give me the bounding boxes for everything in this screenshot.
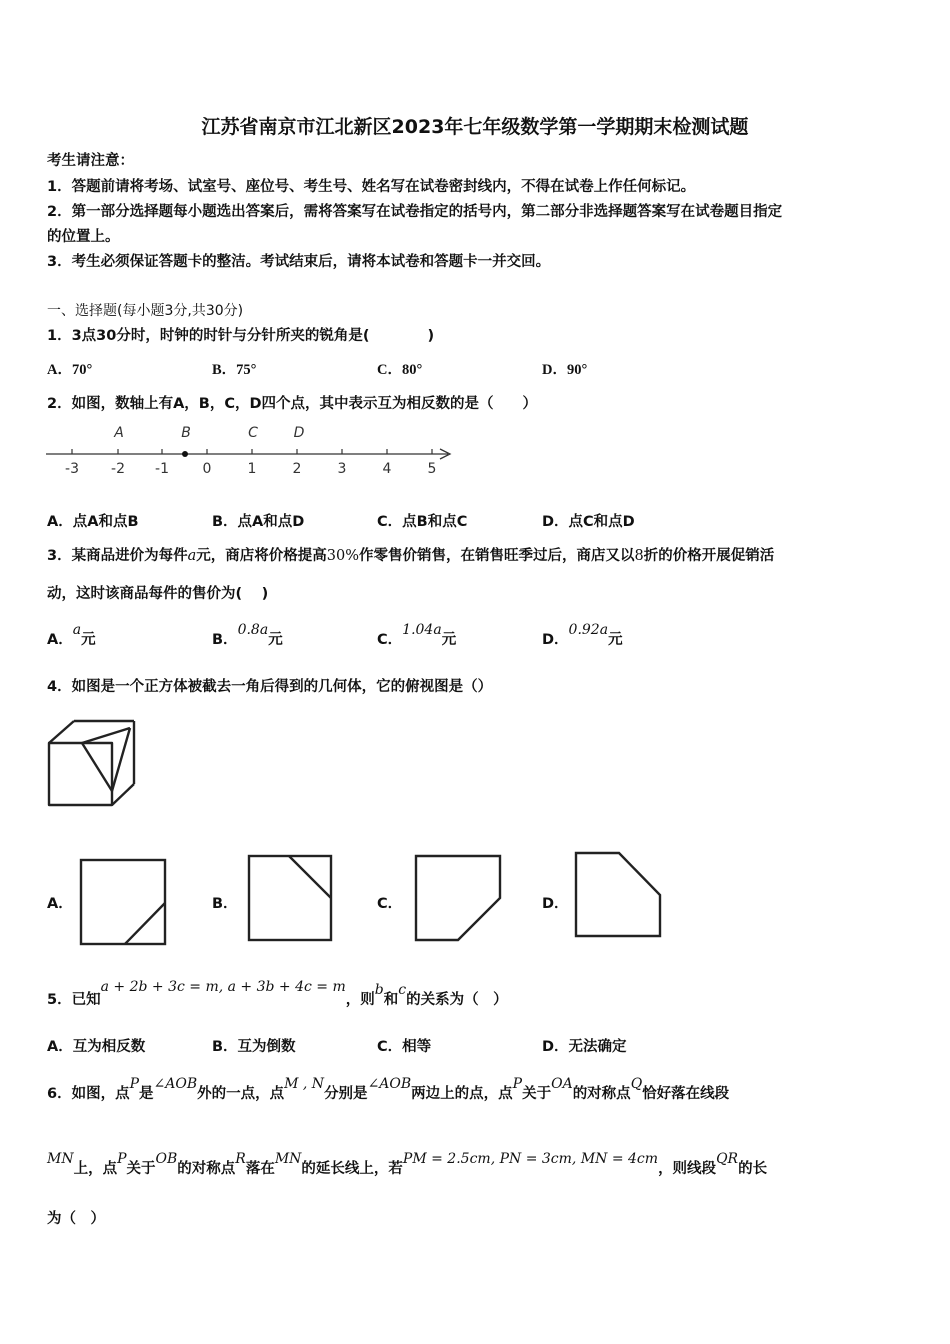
q1-option-a[interactable]: A．70° <box>47 362 93 378</box>
tick-label: 4 <box>382 461 392 477</box>
q1-option-d[interactable]: D．90° <box>542 362 588 378</box>
q2-option-d[interactable]: D．点C和点D <box>542 514 635 530</box>
q4-stem: 4．如图是一个正方体被截去一角后得到的几何体，它的俯视图是（） <box>47 679 493 695</box>
notice-item: 2．第一部分选择题每小题选出答案后，需将答案写在试卷指定的括号内，第二部分非选择题答案写在试卷题目指定 <box>47 204 783 220</box>
option-expr: 0.92a <box>568 622 609 638</box>
q5-stem: 5．已知a + 2b + 3c = m, a + 3b + 4c = m，则b和c的关系为（ ） <box>47 979 508 1008</box>
q4-option-d[interactable]: D． <box>542 896 569 912</box>
point-label-a: A <box>114 425 124 441</box>
point-p: P <box>512 1076 523 1092</box>
given-equations: a + 2b + 3c = m, a + 3b + 4c = m <box>100 979 346 995</box>
angle-aob: ∠AOB <box>367 1076 412 1092</box>
segment-mn: MN <box>47 1151 74 1167</box>
q6-stem-line3: 为（ ） <box>47 1211 105 1227</box>
truncated-cube-figure <box>44 716 140 811</box>
tick-label: 5 <box>427 461 437 477</box>
q3-stem-line2: 动，这时该商品每件的售价为( ) <box>47 586 269 602</box>
tick-label: -2 <box>111 461 125 477</box>
tick-label: 0 <box>202 461 212 477</box>
q3-option-b[interactable]: B．0.8a元 <box>212 622 283 648</box>
page-title: 江苏省南京市江北新区2023年七年级数学第一学期期末检测试题 <box>201 116 749 138</box>
notice-item: 1．答题前请将考场、试室号、座位号、考生号、姓名写在试卷密封线内，不得在试卷上作任何标记。 <box>47 179 696 195</box>
tick-label: 1 <box>247 461 257 477</box>
tick-label: 3 <box>337 461 347 477</box>
point-r: R <box>235 1151 246 1167</box>
q4-option-b[interactable]: B． <box>212 896 238 912</box>
q6-stem-line2: MN上，点P关于OB的对称点R落在MN的延长线上，若PM = 2.5cm, PN = 3cm, MN = 4cm，则线段QR的长 <box>47 1151 768 1177</box>
q5-option-b[interactable]: B．互为倒数 <box>212 1039 296 1055</box>
point-label-c: C <box>248 425 258 441</box>
option-d-figure[interactable] <box>573 850 665 940</box>
q2-option-c[interactable]: C．点B和点C <box>377 514 468 530</box>
q3-option-c[interactable]: C．1.04a元 <box>377 622 457 648</box>
notice-heading: 考生请注意： <box>47 153 134 169</box>
segment-qr: QR <box>716 1151 739 1167</box>
q4-option-c[interactable]: C． <box>377 896 403 912</box>
q2-option-a[interactable]: A．点A和点B <box>47 514 139 530</box>
q2-option-b[interactable]: B．点A和点D <box>212 514 305 530</box>
point-b-dot <box>182 451 188 457</box>
point-label-b: B <box>181 425 191 441</box>
notice-item: 的位置上。 <box>47 229 120 245</box>
ray-oa: OA <box>551 1076 573 1092</box>
option-expr: a <box>72 622 82 638</box>
q4-option-a[interactable]: A． <box>47 896 73 912</box>
ray-ob: OB <box>155 1151 178 1167</box>
q5-option-c[interactable]: C．相等 <box>377 1039 432 1055</box>
segment-mn: MN <box>274 1151 302 1167</box>
option-expr: 1.04a <box>402 622 442 638</box>
q1-option-b[interactable]: B．75° <box>212 362 257 378</box>
q3-option-d[interactable]: D．0.92a元 <box>542 622 623 648</box>
points-mn: M , N <box>284 1076 325 1092</box>
percent-value: 30% <box>326 548 359 564</box>
q1-option-c[interactable]: C．80° <box>377 362 423 378</box>
option-b-figure[interactable] <box>246 853 334 943</box>
var-c: c <box>398 982 407 998</box>
var-a: a <box>187 548 197 564</box>
point-p: P <box>129 1076 140 1092</box>
var-b: b <box>374 982 384 998</box>
given-lengths: PM = 2.5cm, PN = 3cm, MN = 4cm <box>402 1151 659 1167</box>
q6-stem-line1: 6．如图，点P是∠AOB外的一点，点M , N分别是∠AOB两边上的点，点P关于OA的对称点Q恰好落在线段 <box>47 1076 730 1102</box>
notice-item: 3．考生必须保证答题卡的整洁。考试结束后，请将本试卷和答题卡一并交回。 <box>47 254 551 270</box>
point-label-d: D <box>293 425 305 441</box>
angle-aob: ∠AOB <box>153 1076 198 1092</box>
tick-label: 2 <box>292 461 302 477</box>
point-p: P <box>117 1151 127 1167</box>
q5-option-d[interactable]: D．无法确定 <box>542 1039 627 1055</box>
q3-stem-line1: 3．某商品进价为每件a元，商店将价格提高30%作零售价销售，在销售旺季过后，商店又以8折的价格开展促销活 <box>47 548 775 564</box>
q1-stem: 1．3点30分时，时钟的时针与分针所夹的锐角是( ) <box>47 328 435 344</box>
q3-option-a[interactable]: A．a元 <box>47 622 96 648</box>
tick-label: -3 <box>65 461 79 477</box>
option-a-figure[interactable] <box>78 857 168 947</box>
q2-stem: 2．如图，数轴上有A，B，C，D四个点，其中表示互为相反数的是（ ） <box>47 396 538 412</box>
q5-option-a[interactable]: A．互为相反数 <box>47 1039 146 1055</box>
section-heading: 一、选择题(每小题3分,共30分) <box>47 303 244 319</box>
discount-value: 8 <box>634 548 644 564</box>
option-expr: 0.8a <box>237 622 269 638</box>
option-c-figure[interactable] <box>413 853 503 943</box>
tick-label: -1 <box>155 461 169 477</box>
point-q: Q <box>630 1076 643 1092</box>
number-line-figure <box>40 420 460 480</box>
